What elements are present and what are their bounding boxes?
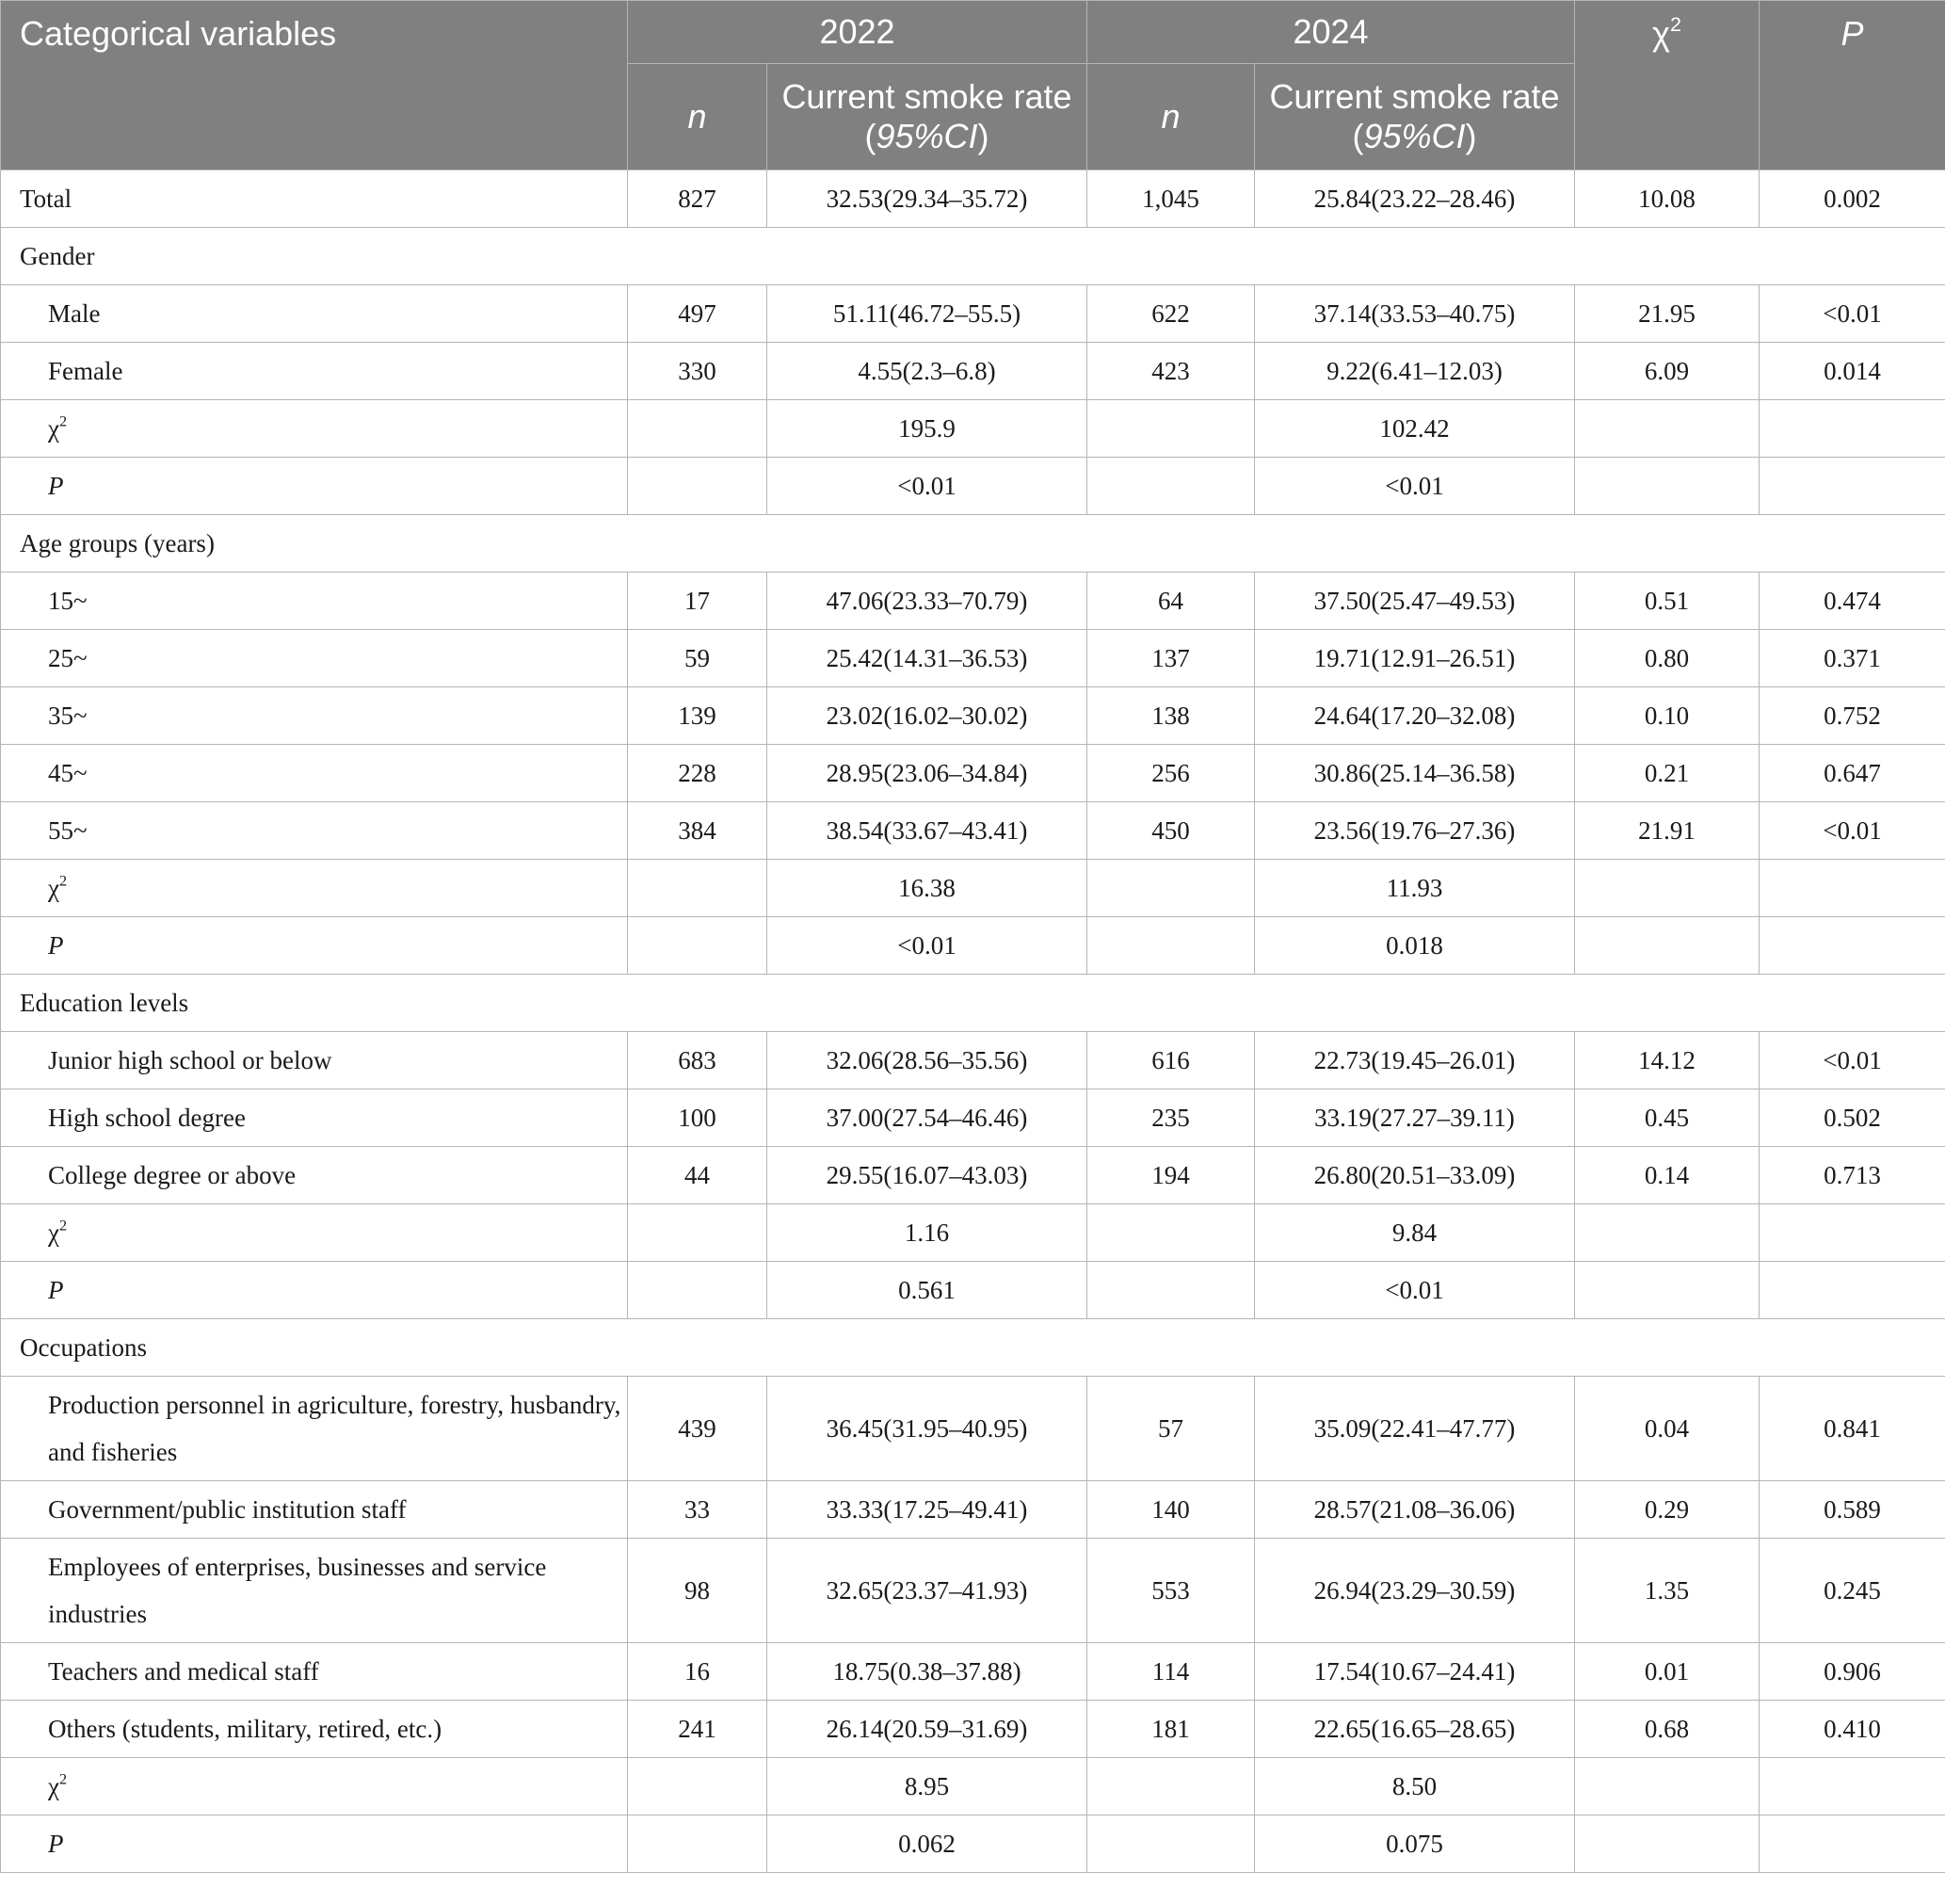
row-label bbox=[1, 1204, 628, 1262]
rate-2024-cell: 28.57(21.08–36.06) bbox=[1255, 1481, 1575, 1539]
chi-exponent: 2 bbox=[58, 1217, 68, 1234]
n-2024-cell: 235 bbox=[1087, 1089, 1255, 1147]
rate-2024-cell: 26.80(20.51–33.09) bbox=[1255, 1147, 1575, 1204]
n-2024-cell: 450 bbox=[1087, 802, 1255, 860]
header-rate-2024-ci: 95%CI bbox=[1363, 117, 1466, 155]
rate-2024-cell: 26.94(23.29–30.59) bbox=[1255, 1539, 1575, 1643]
n-2024-cell bbox=[1087, 1262, 1255, 1319]
table-row bbox=[1, 1147, 1945, 1204]
n-2022-cell: 59 bbox=[628, 630, 767, 687]
n-2024-cell bbox=[1087, 917, 1255, 975]
row-label: P bbox=[1, 1815, 628, 1873]
n-2022-cell: 16 bbox=[628, 1643, 767, 1701]
n-2022-cell: 827 bbox=[628, 170, 767, 228]
p-value-row bbox=[1, 917, 1945, 975]
header-rate-2022-ci: 95%CI bbox=[876, 117, 978, 155]
n-2024-cell bbox=[1087, 1815, 1255, 1873]
section-label: Gender bbox=[1, 228, 1945, 285]
rate-2024-cell: 33.19(27.27–39.11) bbox=[1255, 1089, 1575, 1147]
p-value-cell: 0.752 bbox=[1760, 687, 1945, 745]
p-value-cell bbox=[1760, 400, 1945, 458]
p-value-cell bbox=[1760, 917, 1945, 975]
chi-exponent: 2 bbox=[58, 872, 68, 890]
chi-square-cell bbox=[1575, 458, 1760, 515]
p-value-cell bbox=[1760, 458, 1945, 515]
header-rate-2024-main: Current smoke rate ( bbox=[1269, 77, 1560, 155]
row-label: 25~ bbox=[1, 630, 628, 687]
row-label: 15~ bbox=[1, 573, 628, 630]
n-2024-cell: 140 bbox=[1087, 1481, 1255, 1539]
row-label: 55~ bbox=[1, 802, 628, 860]
rate-2024-cell: 17.54(10.67–24.41) bbox=[1255, 1643, 1575, 1701]
row-label: High school degree bbox=[1, 1089, 628, 1147]
n-2022-cell: 44 bbox=[628, 1147, 767, 1204]
header-year-2022: 2022 bbox=[628, 1, 1087, 64]
n-2022-cell bbox=[628, 1758, 767, 1815]
chi-exponent: 2 bbox=[58, 1770, 68, 1788]
p-value-cell bbox=[1760, 1758, 1945, 1815]
rate-2024-cell: 102.42 bbox=[1255, 400, 1575, 458]
table-row bbox=[1, 1377, 1945, 1481]
header-p-value: P bbox=[1760, 1, 1945, 170]
header-rate-2022-main: Current smoke rate ( bbox=[781, 77, 1072, 155]
section-label: Education levels bbox=[1, 975, 1945, 1032]
n-2024-cell: 57 bbox=[1087, 1377, 1255, 1481]
table-row bbox=[1, 687, 1945, 745]
rate-2024-cell: 37.50(25.47–49.53) bbox=[1255, 573, 1575, 630]
rate-2022-cell: 36.45(31.95–40.95) bbox=[767, 1377, 1087, 1481]
chi-square-cell bbox=[1575, 1204, 1760, 1262]
chi-square-cell bbox=[1575, 1815, 1760, 1873]
rate-2024-cell: 19.71(12.91–26.51) bbox=[1255, 630, 1575, 687]
rate-2022-cell: 195.9 bbox=[767, 400, 1087, 458]
row-label bbox=[1, 860, 628, 917]
row-label: P bbox=[1, 917, 628, 975]
rate-2022-cell: 23.02(16.02–30.02) bbox=[767, 687, 1087, 745]
p-value-cell: 0.245 bbox=[1760, 1539, 1945, 1643]
p-value-cell: <0.01 bbox=[1760, 802, 1945, 860]
table-row bbox=[1, 285, 1945, 343]
header-rate-2024 bbox=[1255, 64, 1575, 170]
n-2022-cell bbox=[628, 458, 767, 515]
section-row bbox=[1, 515, 1945, 573]
rate-2022-cell: 32.53(29.34–35.72) bbox=[767, 170, 1087, 228]
chi-square-row bbox=[1, 860, 1945, 917]
header-n-2022: n bbox=[628, 64, 767, 170]
rate-2022-cell: 47.06(23.33–70.79) bbox=[767, 573, 1087, 630]
row-label: P bbox=[1, 458, 628, 515]
table-row bbox=[1, 1539, 1945, 1643]
n-2022-cell: 139 bbox=[628, 687, 767, 745]
rate-2022-cell: 25.42(14.31–36.53) bbox=[767, 630, 1087, 687]
p-value-cell: 0.002 bbox=[1760, 170, 1945, 228]
header-chi-square bbox=[1575, 1, 1760, 170]
table-row bbox=[1, 630, 1945, 687]
table-row bbox=[1, 573, 1945, 630]
rate-2022-cell: <0.01 bbox=[767, 458, 1087, 515]
rate-2024-cell: 8.50 bbox=[1255, 1758, 1575, 1815]
chi-exponent: 2 bbox=[58, 412, 68, 430]
rate-2024-cell: <0.01 bbox=[1255, 1262, 1575, 1319]
p-value-cell: 0.371 bbox=[1760, 630, 1945, 687]
rate-2024-cell: 0.075 bbox=[1255, 1815, 1575, 1873]
n-2024-cell bbox=[1087, 400, 1255, 458]
n-2024-cell: 114 bbox=[1087, 1643, 1255, 1701]
rate-2024-cell: 25.84(23.22–28.46) bbox=[1255, 170, 1575, 228]
rate-2022-cell: 32.65(23.37–41.93) bbox=[767, 1539, 1087, 1643]
n-2024-cell: 553 bbox=[1087, 1539, 1255, 1643]
n-2022-cell bbox=[628, 1262, 767, 1319]
table-row bbox=[1, 1481, 1945, 1539]
row-label: Government/public institution staff bbox=[1, 1481, 628, 1539]
header-rate-2022-close: ) bbox=[977, 117, 989, 155]
p-value-row bbox=[1, 458, 1945, 515]
header-rate-2022 bbox=[767, 64, 1087, 170]
chi-symbol: χ bbox=[48, 414, 59, 443]
p-value-cell: <0.01 bbox=[1760, 1032, 1945, 1089]
chi-square-cell: 0.14 bbox=[1575, 1147, 1760, 1204]
n-2022-cell: 33 bbox=[628, 1481, 767, 1539]
chi-square-cell bbox=[1575, 1758, 1760, 1815]
chi-square-cell: 0.10 bbox=[1575, 687, 1760, 745]
rate-2022-cell: 26.14(20.59–31.69) bbox=[767, 1701, 1087, 1758]
chi-square-cell bbox=[1575, 400, 1760, 458]
chi-square-cell: 10.08 bbox=[1575, 170, 1760, 228]
rate-2024-cell: 23.56(19.76–27.36) bbox=[1255, 802, 1575, 860]
p-value-row bbox=[1, 1815, 1945, 1873]
n-2022-cell bbox=[628, 400, 767, 458]
rate-2022-cell: 16.38 bbox=[767, 860, 1087, 917]
n-2024-cell bbox=[1087, 1204, 1255, 1262]
n-2024-cell: 194 bbox=[1087, 1147, 1255, 1204]
chi-square-cell: 0.01 bbox=[1575, 1643, 1760, 1701]
rate-2024-cell: 35.09(22.41–47.77) bbox=[1255, 1377, 1575, 1481]
n-2024-cell bbox=[1087, 860, 1255, 917]
table-row bbox=[1, 1032, 1945, 1089]
rate-2024-cell: 0.018 bbox=[1255, 917, 1575, 975]
n-2024-cell: 256 bbox=[1087, 745, 1255, 802]
header-categorical-variables: Categorical variables bbox=[1, 1, 628, 170]
rate-2024-cell: 22.65(16.65–28.65) bbox=[1255, 1701, 1575, 1758]
section-label: Occupations bbox=[1, 1319, 1945, 1377]
header-rate-2024-close: ) bbox=[1465, 117, 1477, 155]
header-year-2024: 2024 bbox=[1087, 1, 1575, 64]
chi-square-cell: 6.09 bbox=[1575, 343, 1760, 400]
p-value-row bbox=[1, 1262, 1945, 1319]
table-row bbox=[1, 745, 1945, 802]
n-2024-cell: 181 bbox=[1087, 1701, 1255, 1758]
rate-2022-cell: 51.11(46.72–55.5) bbox=[767, 285, 1087, 343]
n-2022-cell: 384 bbox=[628, 802, 767, 860]
n-2022-cell bbox=[628, 860, 767, 917]
row-label: College degree or above bbox=[1, 1147, 628, 1204]
n-2022-cell bbox=[628, 1204, 767, 1262]
p-value-cell: 0.502 bbox=[1760, 1089, 1945, 1147]
p-value-cell: 0.589 bbox=[1760, 1481, 1945, 1539]
rate-2022-cell: 18.75(0.38–37.88) bbox=[767, 1643, 1087, 1701]
n-2022-cell bbox=[628, 917, 767, 975]
header-chi-exponent: 2 bbox=[1669, 11, 1681, 36]
rate-2022-cell: 32.06(28.56–35.56) bbox=[767, 1032, 1087, 1089]
table-row bbox=[1, 1089, 1945, 1147]
n-2024-cell: 616 bbox=[1087, 1032, 1255, 1089]
chi-square-row bbox=[1, 400, 1945, 458]
section-row bbox=[1, 975, 1945, 1032]
rate-2022-cell: 4.55(2.3–6.8) bbox=[767, 343, 1087, 400]
rate-2022-cell: 29.55(16.07–43.03) bbox=[767, 1147, 1087, 1204]
n-2022-cell: 497 bbox=[628, 285, 767, 343]
row-label: Total bbox=[1, 170, 628, 228]
rate-2022-cell: 28.95(23.06–34.84) bbox=[767, 745, 1087, 802]
n-2024-cell: 138 bbox=[1087, 687, 1255, 745]
rate-2022-cell: 37.00(27.54–46.46) bbox=[767, 1089, 1087, 1147]
n-2022-cell: 228 bbox=[628, 745, 767, 802]
table-body bbox=[1, 170, 1945, 1873]
rate-2022-cell: <0.01 bbox=[767, 917, 1087, 975]
chi-square-row bbox=[1, 1204, 1945, 1262]
n-2022-cell: 439 bbox=[628, 1377, 767, 1481]
p-value-cell bbox=[1760, 1262, 1945, 1319]
n-2022-cell: 17 bbox=[628, 573, 767, 630]
chi-square-cell: 0.21 bbox=[1575, 745, 1760, 802]
chi-square-cell: 1.35 bbox=[1575, 1539, 1760, 1643]
p-value-cell: 0.841 bbox=[1760, 1377, 1945, 1481]
row-label: Others (students, military, retired, etc.) bbox=[1, 1701, 628, 1758]
n-2024-cell: 64 bbox=[1087, 573, 1255, 630]
table-header bbox=[1, 1, 1945, 170]
n-2022-cell: 683 bbox=[628, 1032, 767, 1089]
n-2022-cell bbox=[628, 1815, 767, 1873]
rate-2024-cell: 11.93 bbox=[1255, 860, 1575, 917]
p-value-cell: 0.014 bbox=[1760, 343, 1945, 400]
chi-square-row bbox=[1, 1758, 1945, 1815]
rate-2024-cell: 22.73(19.45–26.01) bbox=[1255, 1032, 1575, 1089]
row-label: Employees of enterprises, businesses and service industries bbox=[1, 1539, 628, 1643]
chi-symbol: χ bbox=[48, 1772, 59, 1800]
row-label bbox=[1, 400, 628, 458]
p-value-cell bbox=[1760, 1204, 1945, 1262]
n-2022-cell: 241 bbox=[628, 1701, 767, 1758]
rate-2024-cell: 37.14(33.53–40.75) bbox=[1255, 285, 1575, 343]
n-2024-cell: 137 bbox=[1087, 630, 1255, 687]
table-row bbox=[1, 1701, 1945, 1758]
n-2024-cell: 423 bbox=[1087, 343, 1255, 400]
rate-2024-cell: 9.22(6.41–12.03) bbox=[1255, 343, 1575, 400]
table-row bbox=[1, 343, 1945, 400]
table-row bbox=[1, 802, 1945, 860]
table-row bbox=[1, 170, 1945, 228]
chi-square-cell: 0.29 bbox=[1575, 1481, 1760, 1539]
row-label: Production personnel in agriculture, forestry, husbandry, and fisheries bbox=[1, 1377, 628, 1481]
rate-2024-cell: 30.86(25.14–36.58) bbox=[1255, 745, 1575, 802]
row-label: 35~ bbox=[1, 687, 628, 745]
row-label: 45~ bbox=[1, 745, 628, 802]
chi-square-cell bbox=[1575, 860, 1760, 917]
chi-square-cell: 0.04 bbox=[1575, 1377, 1760, 1481]
chi-symbol: χ bbox=[48, 1218, 59, 1247]
n-2024-cell: 1,045 bbox=[1087, 170, 1255, 228]
section-row bbox=[1, 228, 1945, 285]
rate-2022-cell: 8.95 bbox=[767, 1758, 1087, 1815]
chi-square-cell: 0.51 bbox=[1575, 573, 1760, 630]
chi-square-cell: 0.45 bbox=[1575, 1089, 1760, 1147]
row-label: P bbox=[1, 1262, 628, 1319]
chi-square-cell bbox=[1575, 1262, 1760, 1319]
p-value-cell: 0.713 bbox=[1760, 1147, 1945, 1204]
row-label: Junior high school or below bbox=[1, 1032, 628, 1089]
table-row bbox=[1, 1643, 1945, 1701]
rate-2022-cell: 38.54(33.67–43.41) bbox=[767, 802, 1087, 860]
rate-2022-cell: 0.561 bbox=[767, 1262, 1087, 1319]
rate-2024-cell: 9.84 bbox=[1255, 1204, 1575, 1262]
p-value-cell: 0.410 bbox=[1760, 1701, 1945, 1758]
chi-square-cell: 0.68 bbox=[1575, 1701, 1760, 1758]
rate-2024-cell: <0.01 bbox=[1255, 458, 1575, 515]
chi-square-cell: 21.91 bbox=[1575, 802, 1760, 860]
row-label: Teachers and medical staff bbox=[1, 1643, 628, 1701]
rate-2022-cell: 0.062 bbox=[767, 1815, 1087, 1873]
header-n-2024: n bbox=[1087, 64, 1255, 170]
p-value-cell: 0.906 bbox=[1760, 1643, 1945, 1701]
p-value-cell: <0.01 bbox=[1760, 285, 1945, 343]
p-value-cell bbox=[1760, 1815, 1945, 1873]
p-value-cell bbox=[1760, 860, 1945, 917]
chi-symbol: χ bbox=[48, 874, 59, 902]
n-2024-cell: 622 bbox=[1087, 285, 1255, 343]
chi-square-cell: 0.80 bbox=[1575, 630, 1760, 687]
section-row bbox=[1, 1319, 1945, 1377]
n-2022-cell: 330 bbox=[628, 343, 767, 400]
chi-square-cell bbox=[1575, 917, 1760, 975]
rate-2024-cell: 24.64(17.20–32.08) bbox=[1255, 687, 1575, 745]
chi-square-cell: 21.95 bbox=[1575, 285, 1760, 343]
n-2022-cell: 98 bbox=[628, 1539, 767, 1643]
row-label: Female bbox=[1, 343, 628, 400]
section-label: Age groups (years) bbox=[1, 515, 1945, 573]
n-2024-cell bbox=[1087, 458, 1255, 515]
n-2022-cell: 100 bbox=[628, 1089, 767, 1147]
rate-2022-cell: 1.16 bbox=[767, 1204, 1087, 1262]
n-2024-cell bbox=[1087, 1758, 1255, 1815]
p-value-cell: 0.474 bbox=[1760, 573, 1945, 630]
p-value-cell: 0.647 bbox=[1760, 745, 1945, 802]
chi-square-cell: 14.12 bbox=[1575, 1032, 1760, 1089]
row-label bbox=[1, 1758, 628, 1815]
row-label: Male bbox=[1, 285, 628, 343]
header-chi-symbol: χ bbox=[1652, 14, 1670, 53]
rate-2022-cell: 33.33(17.25–49.41) bbox=[767, 1481, 1087, 1539]
